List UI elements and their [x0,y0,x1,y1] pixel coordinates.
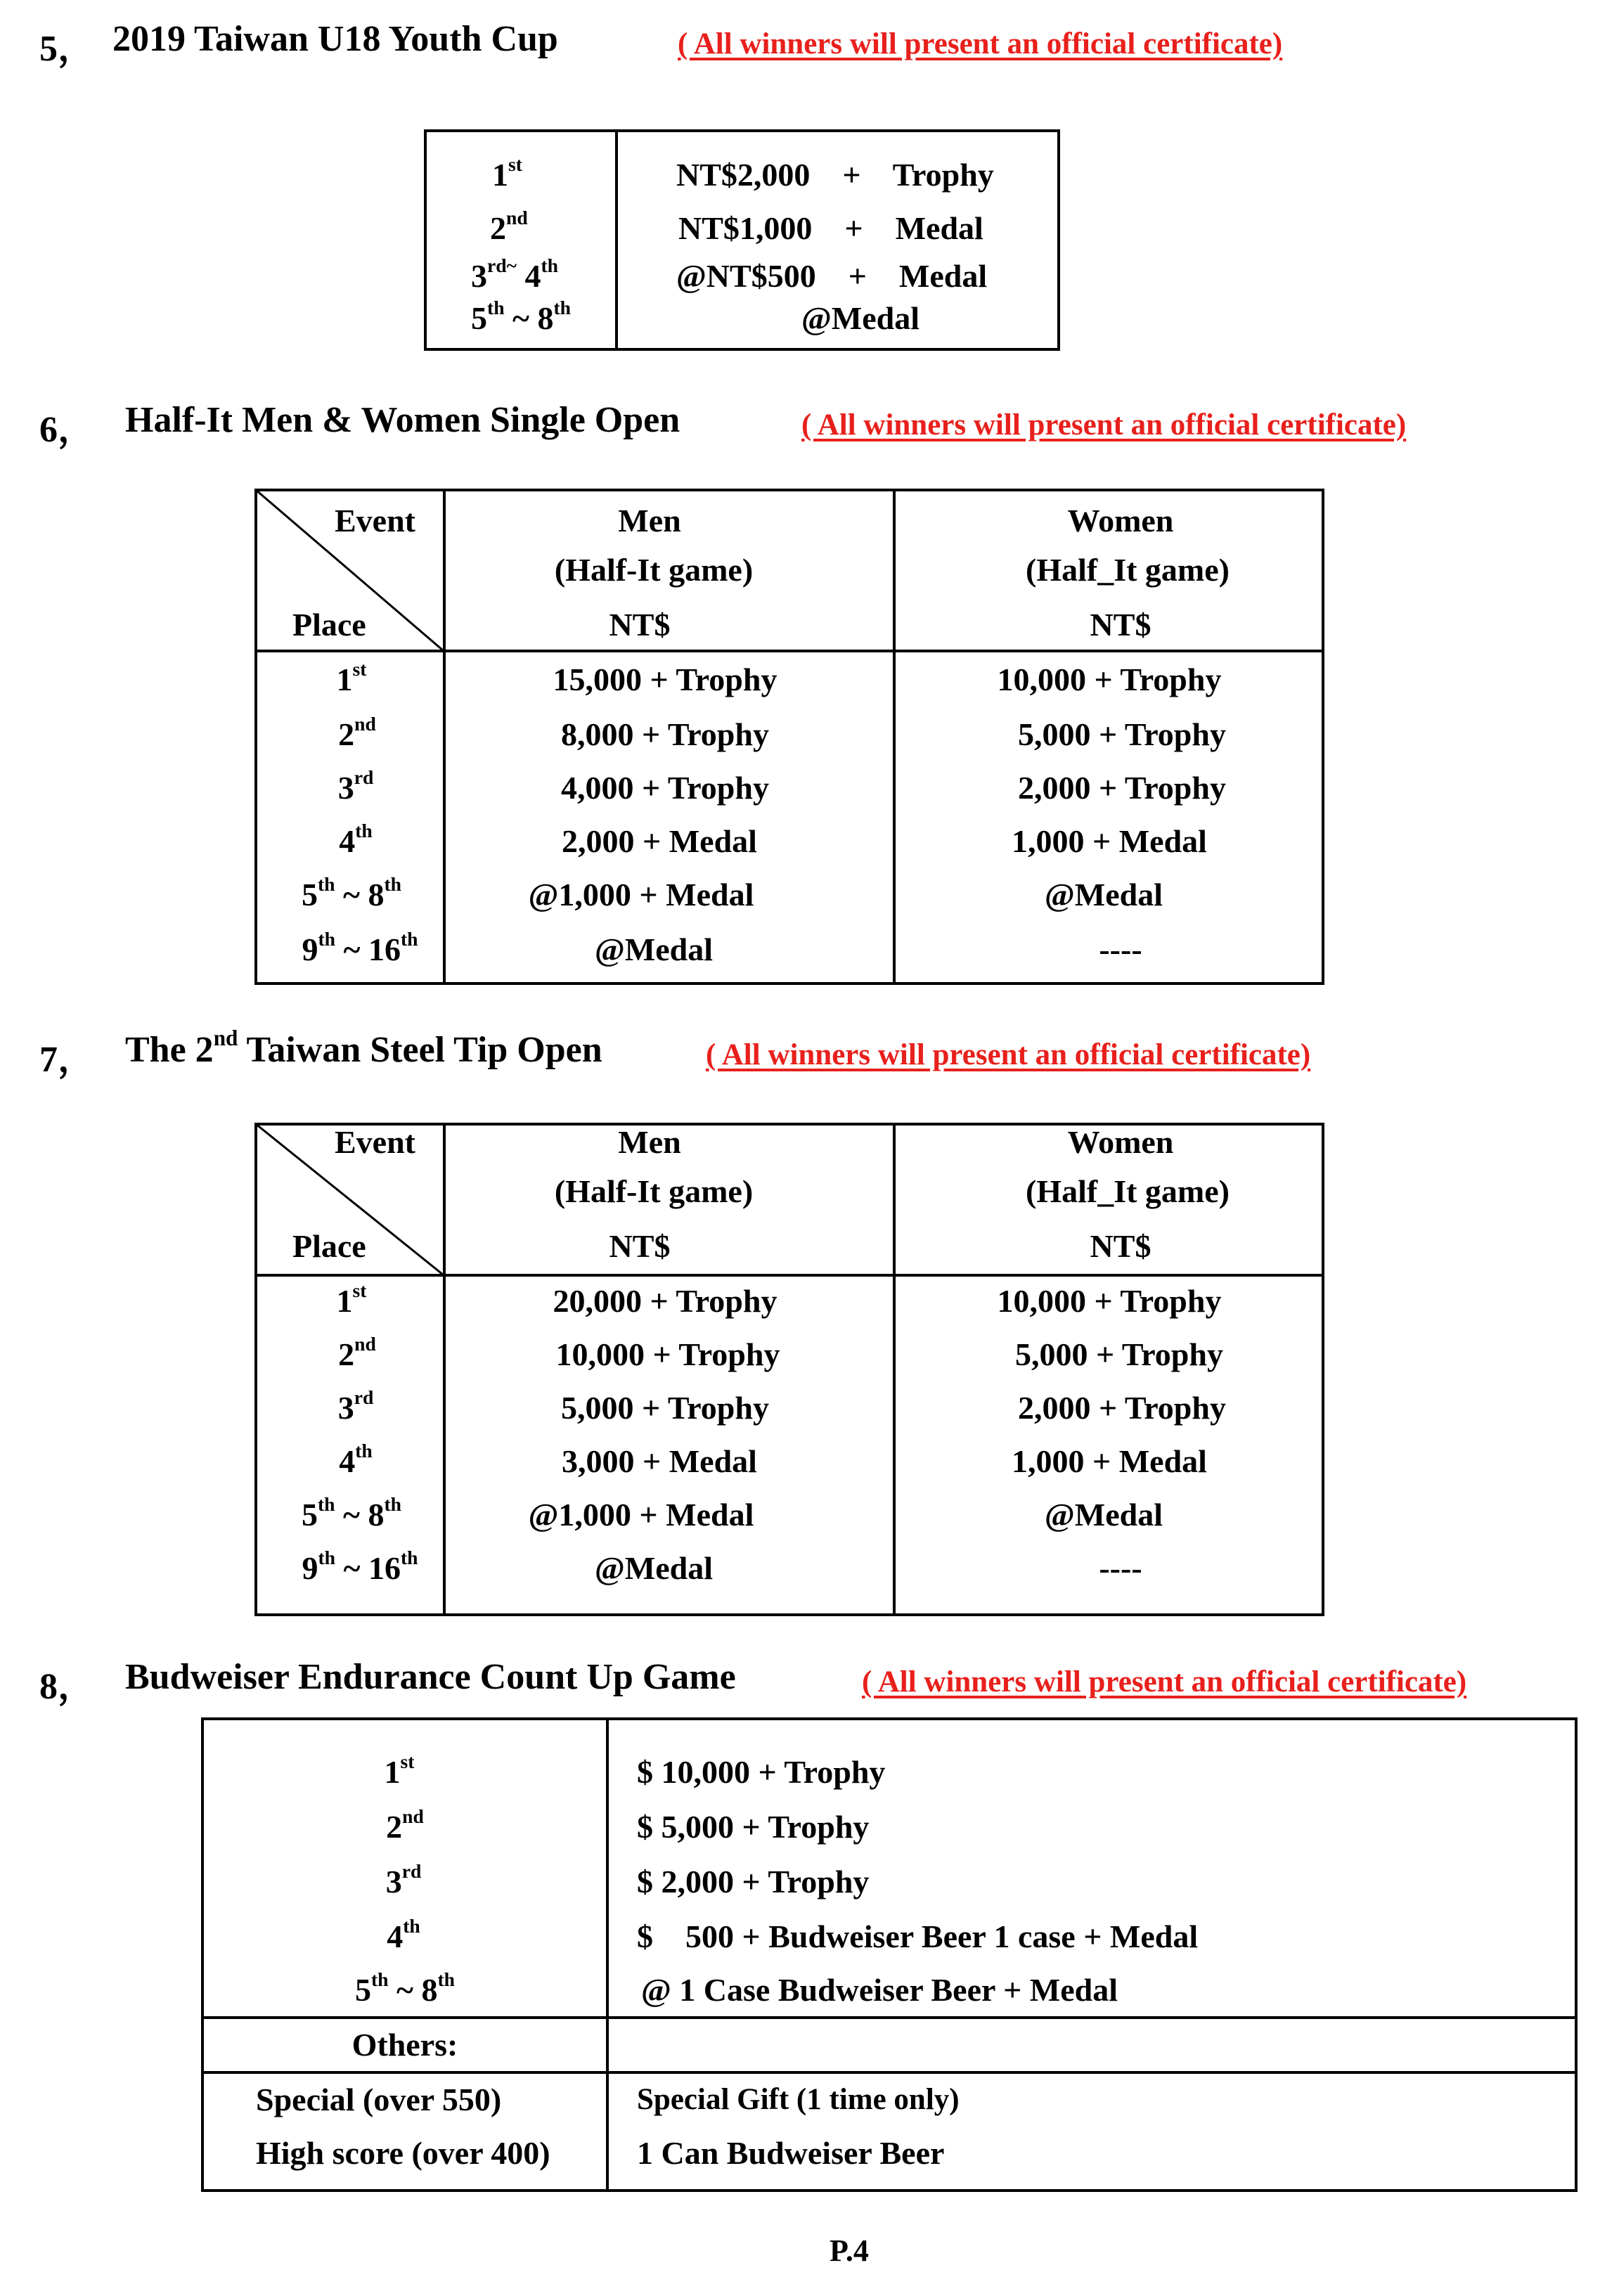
section-8-title: Budweiser Endurance Count Up Game [125,1657,736,1697]
s7-place-header: Place [292,1228,366,1264]
s6-men-prize-4: 2,000 + Medal [562,823,757,859]
s8-high-label: High score (over 400) [256,2135,550,2171]
section-5-certificate-note: ( All winners will present an official certificate) [678,27,1283,60]
s8-place-4: 4th [387,1915,420,1954]
section-8-number: 8， [39,1667,95,1707]
s7-women-header: Women [1067,1124,1174,1160]
s6-men-prize-5: @1,000 + Medal [528,877,754,912]
s7-men-prize-6: @Medal [595,1550,713,1586]
s7-men-header: Men [618,1124,681,1160]
s5-prize-2: NT$1,000 + Medal [678,210,983,246]
s6-place-5-8: 5th ~ 8th [301,873,402,912]
s6-place-4: 4th [339,820,373,859]
s8-prize-4: $ 500 + Budweiser Beer 1 case + Medal [637,1918,1199,1954]
section-7-number: 7， [39,1040,95,1080]
s7-place-2: 2nd [338,1333,376,1372]
s6-women-subheader: (Half_It game) [1026,552,1230,588]
s6-women-prize-6: ---- [1099,931,1142,967]
section-6-number: 6， [39,410,95,450]
s6-men-subheader: (Half-It game) [554,552,754,588]
s6-men-header: Men [618,503,681,538]
s6-women-prize-4: 1,000 + Medal [1012,823,1207,859]
s8-special-prize: Special Gift (1 time only) [637,2083,960,2116]
s7-men-prize-1: 20,000 + Trophy [553,1283,778,1319]
s7-place-1: 1st [336,1279,367,1319]
s7-place-5-8: 5th ~ 8th [301,1493,402,1533]
s5-place-1: 1st [492,153,522,193]
s8-special-label: Special (over 550) [256,2082,502,2117]
s7-women-subheader: (Half_It game) [1026,1173,1230,1209]
section-8-certificate-note: ( All winners will present an official certificate) [862,1665,1467,1698]
s7-women-prize-1: 10,000 + Trophy [997,1283,1222,1319]
s7-place-3: 3rd [337,1386,374,1426]
s6-men-prize-3: 4,000 + Trophy [561,770,769,806]
s7-men-prize-5: @1,000 + Medal [528,1497,754,1533]
s8-high-prize: 1 Can Budweiser Beer [637,2135,945,2171]
s6-place-3: 3rd [337,766,374,806]
s8-prize-1: $ 10,000 + Trophy [637,1754,886,1790]
s7-women-prize-3: 2,000 + Trophy [1018,1390,1226,1426]
section-6-title: Half-It Men & Women Single Open [125,400,680,440]
section-6-certificate-note: ( All winners will present an official certificate) [801,408,1407,441]
s6-place-1: 1st [336,658,367,697]
s7-men-currency: NT$ [609,1228,671,1264]
s5-prize-4: @Medal [801,300,920,336]
page-number: P.4 [830,2233,869,2268]
s6-women-prize-2: 5,000 + Trophy [1018,716,1226,752]
s8-others-label: Others: [351,2027,458,2063]
s8-prize-3: $ 2,000 + Trophy [637,1864,870,1900]
s6-place-9-16: 9th ~ 16th [302,928,418,967]
s7-women-prize-5: @Medal [1045,1497,1163,1533]
s8-prize-2: $ 5,000 + Trophy [637,1809,870,1845]
section-5-title: 2019 Taiwan U18 Youth Cup [112,19,558,59]
section-7-title: The 2nd Taiwan Steel Tip Open [125,1025,602,1070]
s7-men-prize-4: 3,000 + Medal [562,1443,757,1479]
s8-place-1: 1st [384,1750,415,1790]
s5-place-5-8: 5th ~ 8th [471,297,572,336]
s7-women-prize-6: ---- [1099,1550,1142,1586]
s7-men-prize-3: 5,000 + Trophy [561,1390,769,1426]
s6-women-prize-1: 10,000 + Trophy [997,662,1222,697]
s7-women-prize-2: 5,000 + Trophy [1015,1336,1223,1372]
s6-women-prize-5: @Medal [1045,877,1163,912]
s6-men-prize-2: 8,000 + Trophy [561,716,769,752]
s8-prize-5: @ 1 Case Budweiser Beer + Medal [641,1972,1118,2008]
section-7-certificate-note: ( All winners will present an official certificate) [706,1038,1311,1071]
s6-women-prize-3: 2,000 + Trophy [1018,770,1226,806]
s6-men-currency: NT$ [609,607,671,643]
s7-men-prize-2: 10,000 + Trophy [555,1336,780,1372]
s8-place-3: 3rd [385,1860,422,1900]
s5-prize-3: @NT$500 + Medal [676,258,988,294]
s8-place-5-8: 5th ~ 8th [354,1968,456,2008]
section-5-number: 5， [39,29,95,69]
s7-place-4: 4th [339,1440,373,1479]
s5-prize-1: NT$2,000 + Trophy [676,157,994,193]
s6-event-header: Event [335,503,415,538]
s5-place-2: 2nd [490,207,528,246]
s6-men-prize-1: 15,000 + Trophy [553,662,778,697]
s7-place-9-16: 9th ~ 16th [302,1547,418,1586]
s7-men-subheader: (Half-It game) [554,1173,754,1209]
s7-event-header: Event [335,1124,415,1160]
s5-place-3-4: $3^{rd\sim}$ 4th [471,254,558,294]
s6-women-currency: NT$ [1090,607,1151,643]
s6-women-header: Women [1067,503,1174,538]
s8-place-2: 2nd [386,1805,424,1845]
s6-men-prize-6: @Medal [595,931,713,967]
s7-women-currency: NT$ [1090,1228,1151,1264]
s6-place-header: Place [292,607,366,643]
s6-place-2: 2nd [338,713,376,752]
s7-women-prize-4: 1,000 + Medal [1012,1443,1207,1479]
